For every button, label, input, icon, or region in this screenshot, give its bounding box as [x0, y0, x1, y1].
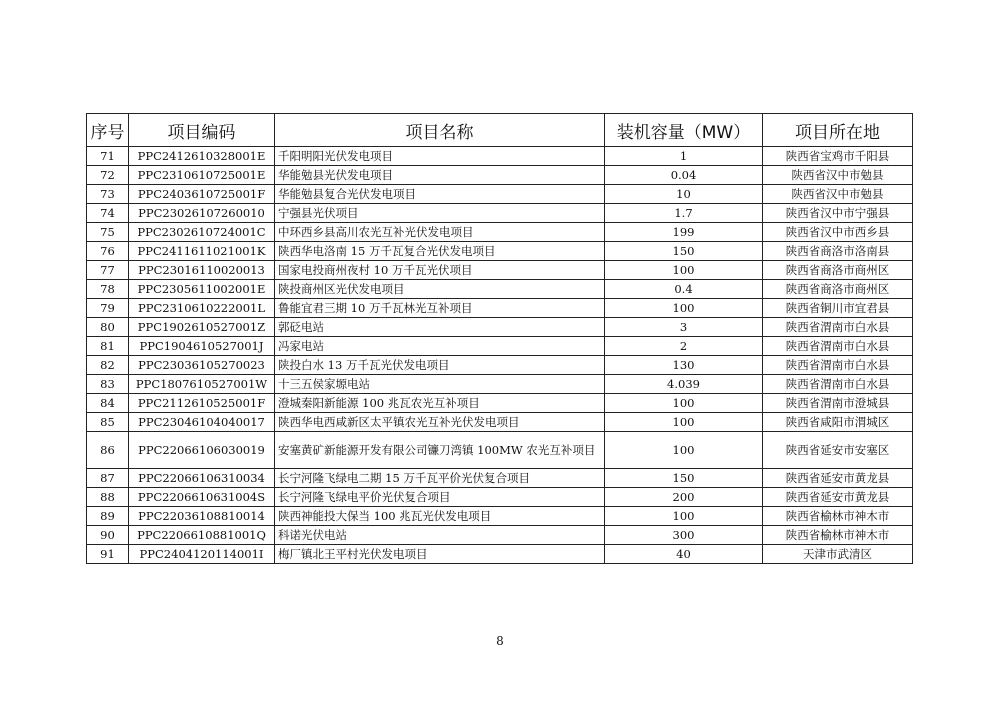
project-code-cell: PPC2404120114001I: [129, 545, 275, 564]
row-index-cell: 88: [87, 488, 129, 507]
table-row: [87, 261, 913, 280]
table-row: [87, 526, 913, 545]
project-name-cell: 华能勉县复合光伏发电项目: [275, 185, 605, 204]
project-name-cell: 陕西华电西咸新区太平镇农光互补光伏发电项目: [275, 413, 605, 432]
project-name-cell: 千阳明阳光伏发电项目: [275, 147, 605, 166]
table-row: [87, 147, 913, 166]
project-code-cell: PPC2310610222001L: [129, 299, 275, 318]
location-cell: 陕西省汉中市勉县: [763, 166, 913, 185]
project-code-cell: PPC2206610631004S: [129, 488, 275, 507]
header-project-name: 项目名称: [275, 114, 605, 147]
project-name-cell: 澄城秦阳新能源 100 兆瓦农光互补项目: [275, 394, 605, 413]
table-row: [87, 375, 913, 394]
location-cell: 陕西省商洛市商州区: [763, 280, 913, 299]
location-cell: 陕西省渭南市白水县: [763, 337, 913, 356]
row-index-cell: 90: [87, 526, 129, 545]
project-name-cell: 冯家电站: [275, 337, 605, 356]
project-name-cell: 郭砭电站: [275, 318, 605, 337]
project-code-cell: PPC2305611002001E: [129, 280, 275, 299]
capacity-cell: 4.039: [605, 375, 763, 394]
project-name-cell: 宁强县光伏项目: [275, 204, 605, 223]
project-code-cell: PPC23016110020013: [129, 261, 275, 280]
table-row: [87, 318, 913, 337]
table-row: [87, 204, 913, 223]
page-number: 8: [496, 634, 504, 648]
project-code-cell: PPC2411611021001K: [129, 242, 275, 261]
capacity-cell: 100: [605, 261, 763, 280]
project-code-cell: PPC22066106310034: [129, 469, 275, 488]
table-row: [87, 432, 913, 469]
capacity-cell: 1: [605, 147, 763, 166]
location-cell: 陕西省汉中市宁强县: [763, 204, 913, 223]
header-location: 项目所在地: [763, 114, 913, 147]
capacity-cell: 100: [605, 413, 763, 432]
project-name-cell: 陕投白水 13 万千瓦光伏发电项目: [275, 356, 605, 375]
table-row: [87, 280, 913, 299]
location-cell: 陕西省渭南市白水县: [763, 318, 913, 337]
project-code-cell: PPC1902610527001Z: [129, 318, 275, 337]
location-cell: 陕西省宝鸡市千阳县: [763, 147, 913, 166]
location-cell: 陕西省渭南市澄城县: [763, 394, 913, 413]
project-code-cell: PPC23036105270023: [129, 356, 275, 375]
project-name-cell: 长宁河隆飞绿电二期 15 万千瓦平价光伏复合项目: [275, 469, 605, 488]
project-name-cell: 鲁能宜君三期 10 万千瓦林光互补项目: [275, 299, 605, 318]
row-index-cell: 79: [87, 299, 129, 318]
capacity-cell: 300: [605, 526, 763, 545]
header-capacity: 装机容量（MW）: [605, 114, 763, 147]
location-cell: 陕西省汉中市勉县: [763, 185, 913, 204]
table-row: [87, 242, 913, 261]
location-cell: 陕西省榆林市神木市: [763, 526, 913, 545]
row-index-cell: 71: [87, 147, 129, 166]
capacity-cell: 2: [605, 337, 763, 356]
table-row: [87, 413, 913, 432]
table-row: [87, 507, 913, 526]
row-index-cell: 75: [87, 223, 129, 242]
location-cell: 陕西省延安市黄龙县: [763, 469, 913, 488]
project-name-cell: 科诺光伏电站: [275, 526, 605, 545]
project-code-cell: PPC22036108810014: [129, 507, 275, 526]
location-cell: 陕西省咸阳市渭城区: [763, 413, 913, 432]
table-row: [87, 166, 913, 185]
row-index-cell: 81: [87, 337, 129, 356]
location-cell: 陕西省渭南市白水县: [763, 375, 913, 394]
capacity-cell: 150: [605, 242, 763, 261]
table-body: [87, 147, 913, 564]
row-index-cell: 80: [87, 318, 129, 337]
project-code-cell: PPC2412610328001E: [129, 147, 275, 166]
project-name-cell: 安塞黄矿新能源开发有限公司镰刀湾镇 100MW 农光互补项目: [275, 432, 605, 469]
project-code-cell: PPC1904610527001J: [129, 337, 275, 356]
project-table: [86, 113, 913, 564]
location-cell: 陕西省商洛市洛南县: [763, 242, 913, 261]
project-name-cell: 陕西华电洛南 15 万千瓦复合光伏发电项目: [275, 242, 605, 261]
capacity-cell: 100: [605, 432, 763, 469]
table-row: [87, 356, 913, 375]
capacity-cell: 200: [605, 488, 763, 507]
row-index-cell: 73: [87, 185, 129, 204]
header-project-code: 项目编码: [129, 114, 275, 147]
table-row: [87, 337, 913, 356]
table-header: [87, 114, 913, 147]
capacity-cell: 3: [605, 318, 763, 337]
table-row: [87, 545, 913, 564]
row-index-cell: 89: [87, 507, 129, 526]
project-code-cell: PPC23026107260010: [129, 204, 275, 223]
project-code-cell: PPC2310610725001E: [129, 166, 275, 185]
row-index-cell: 78: [87, 280, 129, 299]
capacity-cell: 0.04: [605, 166, 763, 185]
table-row: [87, 299, 913, 318]
capacity-cell: 1.7: [605, 204, 763, 223]
capacity-cell: 0.4: [605, 280, 763, 299]
location-cell: 陕西省铜川市宜君县: [763, 299, 913, 318]
project-code-cell: PPC23046104040017: [129, 413, 275, 432]
project-code-cell: PPC2112610525001F: [129, 394, 275, 413]
location-cell: 陕西省渭南市白水县: [763, 356, 913, 375]
location-cell: 陕西省榆林市神木市: [763, 507, 913, 526]
project-code-cell: PPC1807610527001W: [129, 375, 275, 394]
location-cell: 陕西省延安市黄龙县: [763, 488, 913, 507]
location-cell: 陕西省商洛市商州区: [763, 261, 913, 280]
capacity-cell: 40: [605, 545, 763, 564]
project-code-cell: PPC2206610881001Q: [129, 526, 275, 545]
capacity-cell: 130: [605, 356, 763, 375]
capacity-cell: 199: [605, 223, 763, 242]
header-index: 序号: [87, 114, 129, 147]
project-name-cell: 中环西乡县高川农光互补光伏发电项目: [275, 223, 605, 242]
project-name-cell: 梅厂镇北王平村光伏发电项目: [275, 545, 605, 564]
row-index-cell: 91: [87, 545, 129, 564]
table-row: [87, 223, 913, 242]
row-index-cell: 87: [87, 469, 129, 488]
table-row: [87, 469, 913, 488]
project-code-cell: PPC2302610724001C: [129, 223, 275, 242]
capacity-cell: 150: [605, 469, 763, 488]
location-cell: 陕西省延安市安塞区: [763, 432, 913, 469]
capacity-cell: 100: [605, 394, 763, 413]
row-index-cell: 83: [87, 375, 129, 394]
row-index-cell: 86: [87, 432, 129, 469]
row-index-cell: 85: [87, 413, 129, 432]
project-name-cell: 长宁河隆飞绿电平价光伏复合项目: [275, 488, 605, 507]
capacity-cell: 10: [605, 185, 763, 204]
project-name-cell: 华能勉县光伏发电项目: [275, 166, 605, 185]
table-row: [87, 488, 913, 507]
capacity-cell: 100: [605, 299, 763, 318]
table-row: [87, 185, 913, 204]
row-index-cell: 84: [87, 394, 129, 413]
row-index-cell: 72: [87, 166, 129, 185]
row-index-cell: 82: [87, 356, 129, 375]
location-cell: 陕西省汉中市西乡县: [763, 223, 913, 242]
row-index-cell: 76: [87, 242, 129, 261]
project-code-cell: PPC22066106030019: [129, 432, 275, 469]
project-name-cell: 国家电投商州夜村 10 万千瓦光伏项目: [275, 261, 605, 280]
project-name-cell: 十三五侯家塬电站: [275, 375, 605, 394]
project-name-cell: 陕西神能投大保当 100 兆瓦光伏发电项目: [275, 507, 605, 526]
capacity-cell: 100: [605, 507, 763, 526]
project-name-cell: 陕投商州区光伏发电项目: [275, 280, 605, 299]
project-code-cell: PPC2403610725001F: [129, 185, 275, 204]
row-index-cell: 74: [87, 204, 129, 223]
table-row: [87, 394, 913, 413]
row-index-cell: 77: [87, 261, 129, 280]
location-cell: 天津市武清区: [763, 545, 913, 564]
